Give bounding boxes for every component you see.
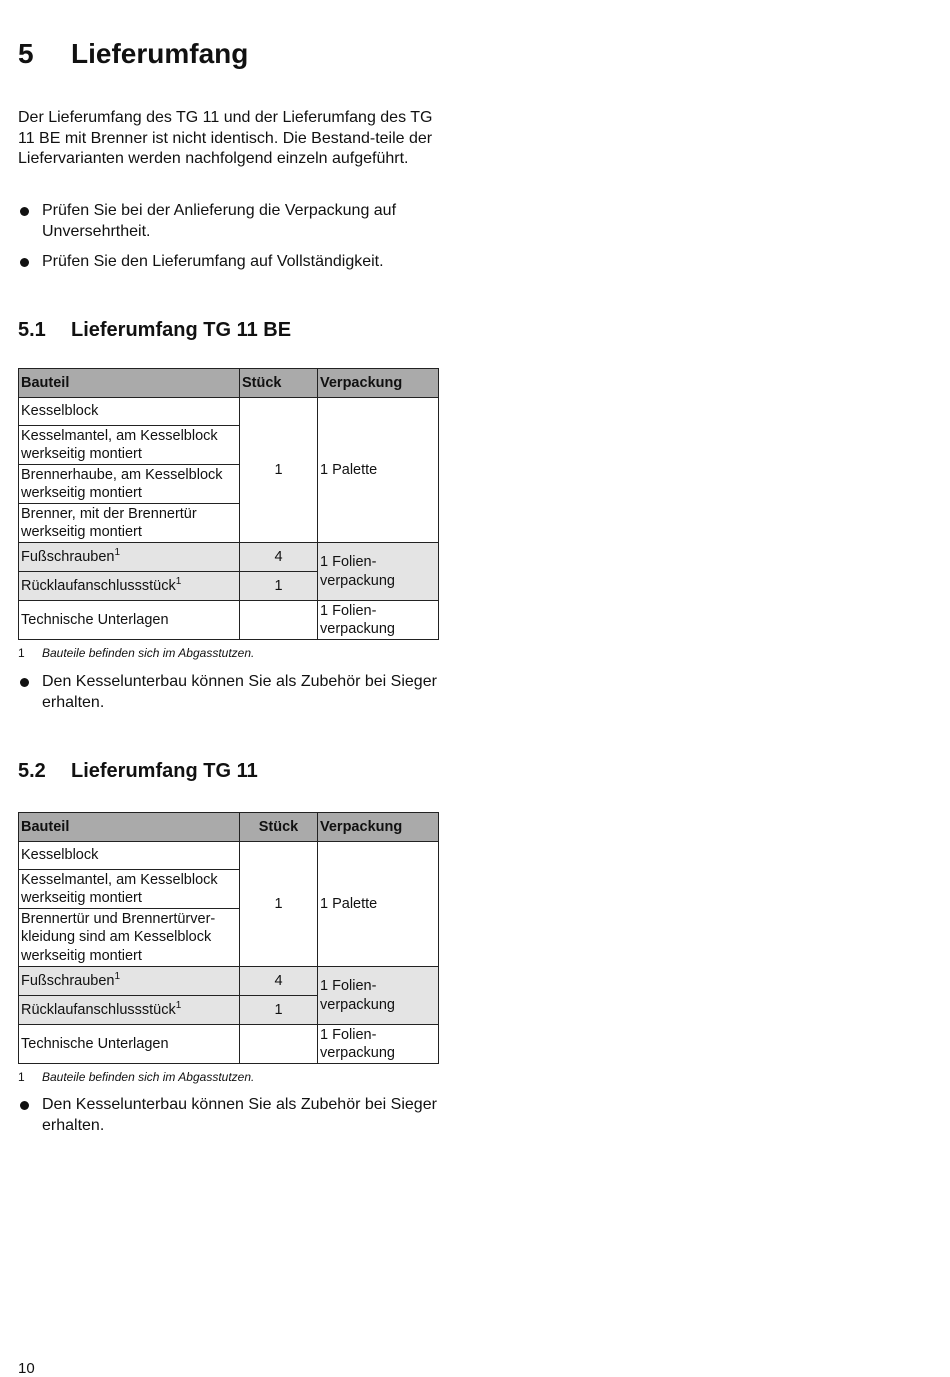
header-pack: Verpackung bbox=[318, 369, 439, 398]
cell-part bbox=[19, 572, 240, 601]
table-row bbox=[19, 543, 439, 572]
cell-qty: 4 bbox=[240, 543, 318, 572]
footnote-text: Bauteile befinden sich im Abgasstutzen. bbox=[42, 646, 255, 660]
cell-part: Technische Unterlagen bbox=[19, 601, 240, 640]
return-label: Rücklaufanschlussstück bbox=[21, 1001, 176, 1018]
section-number: 5.2 bbox=[18, 760, 46, 782]
cell-qty bbox=[240, 601, 318, 640]
intro-bullet-2 bbox=[18, 252, 438, 273]
footnote-number: 1 bbox=[18, 646, 25, 660]
cell-qty: 4 bbox=[240, 967, 318, 996]
table-row bbox=[19, 398, 439, 426]
table-row bbox=[19, 1025, 439, 1064]
cell-pack-foil: 1 Folien-verpackung bbox=[318, 967, 439, 1025]
cell-part: Brennerhaube, am Kesselblock werkseitig montiert bbox=[19, 465, 240, 504]
section2-bullet-text: Den Kesselunterbau können Sie als Zubehör bei Sieger erhalten. bbox=[42, 1096, 437, 1134]
cell-qty-group: 1 bbox=[240, 398, 318, 543]
intro-bullet-2-text: Prüfen Sie den Lieferumfang auf Vollständigkeit. bbox=[42, 253, 384, 270]
intro-paragraph: Der Lieferumfang des TG 11 und der Lieferumfang des TG 11 BE mit Brenner ist nicht identisch. Die Bestand-teile der Liefervarianten werden nachfolgend einzeln aufgeführt. bbox=[18, 109, 433, 167]
cell-qty: 1 bbox=[240, 572, 318, 601]
footnote-text: Bauteile befinden sich im Abgasstutzen. bbox=[42, 1070, 255, 1084]
table-row bbox=[19, 842, 439, 870]
header-part: Bauteil bbox=[19, 813, 240, 842]
table-row bbox=[19, 601, 439, 640]
cell-part bbox=[19, 967, 240, 996]
cell-part: Kesselmantel, am Kesselblock werkseitig montiert bbox=[19, 870, 240, 909]
section-title: Lieferumfang TG 11 BE bbox=[71, 319, 292, 341]
cell-part bbox=[19, 996, 240, 1025]
section2-bullet bbox=[18, 1095, 438, 1136]
table-header-row bbox=[19, 369, 439, 398]
footnote-ref: 1 bbox=[114, 970, 121, 982]
cell-qty-group: 1 bbox=[240, 842, 318, 967]
cell-pack: 1 Folien-verpackung bbox=[318, 601, 439, 640]
footnote-5-2 bbox=[18, 1070, 254, 1084]
intro-bullet-1 bbox=[18, 201, 438, 242]
cell-pack: 1 Folien-verpackung bbox=[318, 1025, 439, 1064]
cell-pack-group: 1 Palette bbox=[318, 842, 439, 967]
footnote-number: 1 bbox=[18, 1070, 25, 1084]
table-header-row bbox=[19, 813, 439, 842]
return-label: Rücklaufanschlussstück bbox=[21, 577, 176, 594]
bullet-icon bbox=[20, 207, 29, 216]
header-pack: Verpackung bbox=[318, 813, 439, 842]
section1-bullet bbox=[18, 672, 438, 713]
screws-label: Fußschrauben bbox=[21, 972, 115, 989]
delivery-table-tg11be bbox=[18, 368, 439, 640]
chapter-number: 5 bbox=[18, 38, 34, 69]
section-number: 5.1 bbox=[18, 319, 46, 341]
intro-bullet-1-text: Prüfen Sie bei der Anlieferung die Verpackung auf Unversehrtheit. bbox=[42, 202, 397, 240]
section-title: Lieferumfang TG 11 bbox=[71, 760, 258, 782]
section-heading-5-1 bbox=[18, 319, 291, 342]
footnote-ref: 1 bbox=[175, 575, 182, 587]
header-qty: Stück bbox=[240, 813, 318, 842]
cell-pack-foil: 1 Folien-verpackung bbox=[318, 543, 439, 601]
cell-part: Kesselmantel, am Kesselblock werkseitig montiert bbox=[19, 426, 240, 465]
cell-part: Technische Unterlagen bbox=[19, 1025, 240, 1064]
footnote-ref: 1 bbox=[114, 546, 121, 558]
cell-qty bbox=[240, 1025, 318, 1064]
chapter-title: Lieferumfang bbox=[71, 38, 249, 69]
table-row bbox=[19, 967, 439, 996]
screws-label: Fußschrauben bbox=[21, 548, 115, 565]
page-number: 10 bbox=[18, 1360, 35, 1377]
cell-part: Kesselblock bbox=[19, 398, 240, 426]
cell-part: Brenner, mit der Brennertür werkseitig montiert bbox=[19, 504, 240, 543]
header-part: Bauteil bbox=[19, 369, 240, 398]
cell-part bbox=[19, 543, 240, 572]
bullet-icon bbox=[20, 258, 29, 267]
bullet-icon bbox=[20, 1101, 29, 1110]
bullet-icon bbox=[20, 678, 29, 687]
cell-pack-group: 1 Palette bbox=[318, 398, 439, 543]
section-heading-5-2 bbox=[18, 760, 258, 783]
cell-part: Kesselblock bbox=[19, 842, 240, 870]
delivery-table-tg11 bbox=[18, 812, 439, 1064]
cell-part: Brennertür und Brennertürver-kleidung sind am Kesselblock werkseitig montiert bbox=[19, 909, 240, 967]
section1-bullet-text: Den Kesselunterbau können Sie als Zubehör bei Sieger erhalten. bbox=[42, 673, 437, 711]
header-qty: Stück bbox=[240, 369, 318, 398]
chapter-heading bbox=[18, 38, 248, 70]
footnote-ref: 1 bbox=[175, 999, 182, 1011]
cell-qty: 1 bbox=[240, 996, 318, 1025]
footnote-5-1 bbox=[18, 646, 254, 660]
